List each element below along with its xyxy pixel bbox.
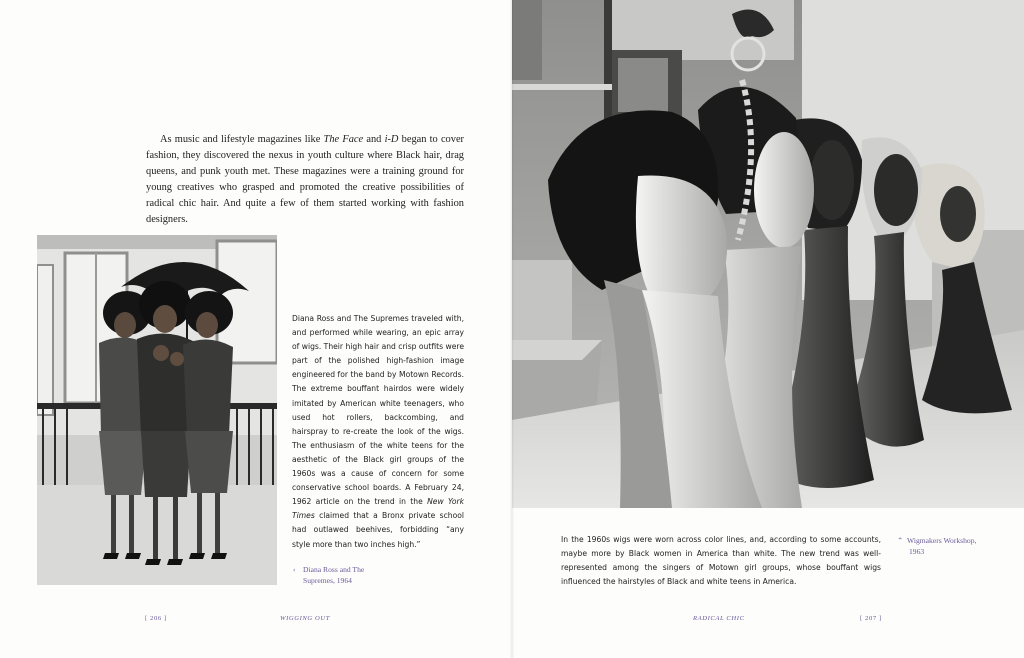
right-running-head: RADICAL CHIC xyxy=(693,615,745,622)
supremes-body-text-2: claimed that a Bronx private school had outlawed beehives, forbidding “any style more than two inches high.” xyxy=(292,511,464,549)
magazine-title-id: i-D xyxy=(384,134,399,145)
left-page-number: [ 206 ] xyxy=(145,615,167,622)
left-running-head: WIGGING OUT xyxy=(280,615,331,622)
supremes-body-text-1: Diana Ross and The Supremes traveled with, and performed while wearing, an epic array of wigs. Their high hair and crisp outfits were part of the polished high-fashion image engineered for the band by Motown Records. The extreme bouffant hairdos were widely imitated by American white teenagers, who used hot rollers, backcombing, and hairspray to re-create the look of the wigs. The enthusiasm of the white teens for the aesthetic of the Black girl groups of the 1960s was a cause of concern for some conservative school boards. A February 24, 1962 article on the trend in the xyxy=(292,314,464,507)
wigs-caption-line2: 1963 xyxy=(909,547,925,556)
wigs-body-paragraph: In the 1960s wigs were worn across color lines, and, according to some accounts, maybe more by Black women in America than white. The new trend was well-represented among the singers of Motown girl groups, whose bouffant wigs influenced the hairstyles of Black and white teens in America. xyxy=(561,535,881,587)
intro-text-1: As music and lifestyle magazines like xyxy=(160,134,324,145)
wigs-caption-line1: Wigmakers Workshop, xyxy=(907,536,977,545)
book-gutter xyxy=(510,0,514,658)
newspaper-title: New York Times xyxy=(292,497,464,521)
supremes-body-paragraph xyxy=(292,312,464,552)
right-page-number: [ 207 ] xyxy=(860,615,882,622)
wig-heads-photo xyxy=(512,0,1024,508)
supremes-caption-line2: Supremes, 1964 xyxy=(303,576,352,585)
supremes-caption xyxy=(293,564,393,586)
magazine-title-the-face: The Face xyxy=(323,134,364,145)
wigs-caption xyxy=(897,535,997,557)
intro-paragraph xyxy=(146,132,464,228)
intro-text-2: and xyxy=(363,134,385,145)
caption-arrow-left-icon: ‹ xyxy=(293,565,296,574)
intro-text-3: began to cover fashion, they discovered the nexus in youth culture where Black hair, drag queens, and punk youth met. These magazines were a training ground for young creatives who grasped and promoted the creative possibilities of radical chic hair. And quite a few of them started working with fashion designers. xyxy=(146,134,465,225)
supremes-photo xyxy=(37,235,277,585)
supremes-caption-line1: Diana Ross and The xyxy=(303,565,365,574)
caption-arrow-up-icon: ⌃ xyxy=(897,536,904,545)
